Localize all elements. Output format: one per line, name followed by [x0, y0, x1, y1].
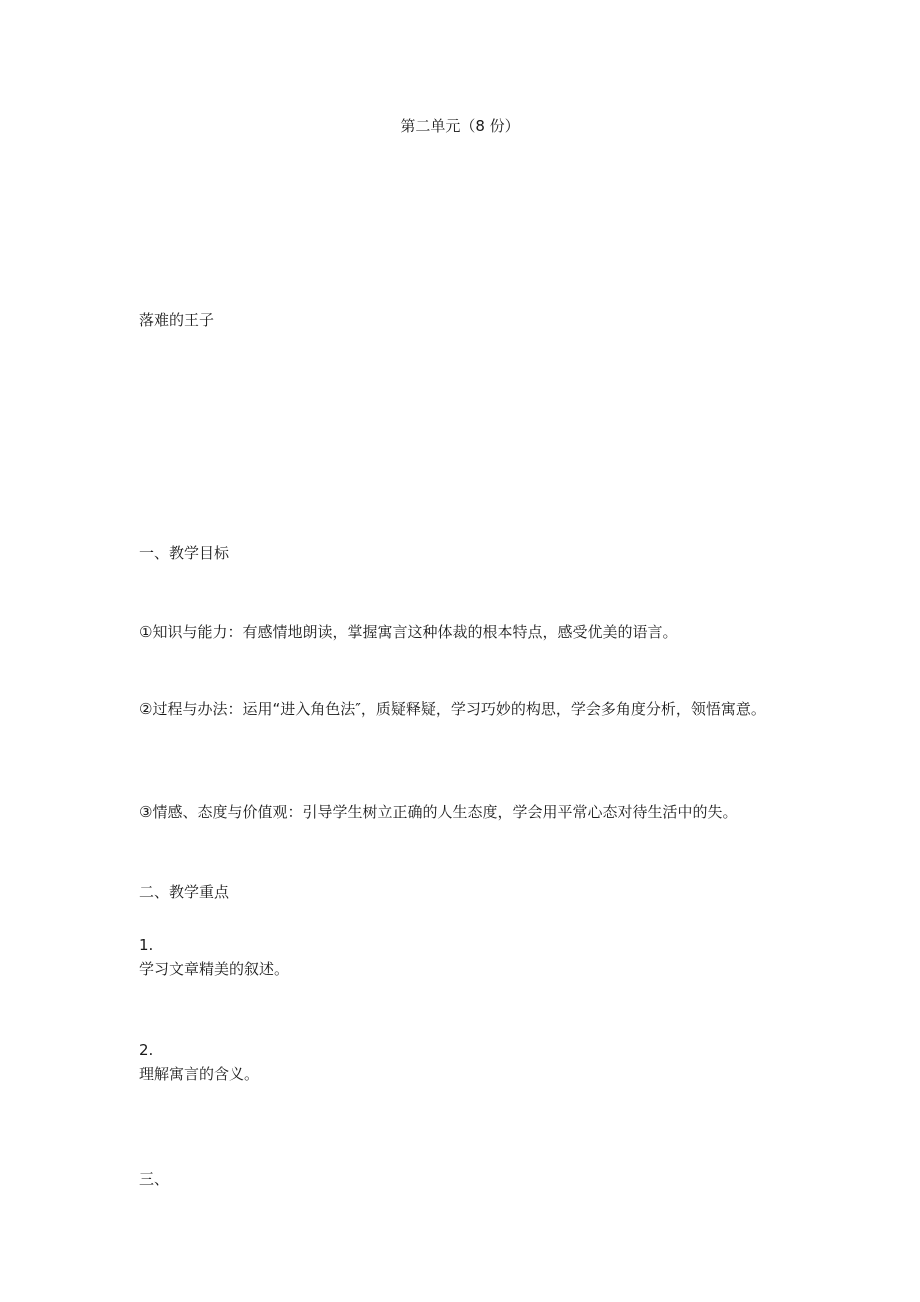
- goal-knowledge: ①知识与能力：有感情地朗读，掌握寓言这种体裁的根本特点，感受优美的语言。: [139, 623, 678, 641]
- section-heading-key-points: 二、教学重点: [139, 883, 230, 901]
- key-point-text: 学习文章精美的叙述。: [139, 960, 290, 978]
- section-heading-three: 三、: [139, 1170, 170, 1188]
- section-heading-teaching-goals: 一、教学目标: [139, 544, 230, 562]
- document-title: 第二单元（8 份）: [400, 117, 520, 135]
- key-point-number: 2.: [139, 1041, 154, 1059]
- lesson-title: 落难的王子: [139, 311, 215, 329]
- goal-process: ②过程与办法：运用“进入角色法″，质疑释疑，学习巧妙的构思，学会多角度分析，领悟寓意。: [139, 700, 766, 718]
- key-point-text: 理解寓言的含义。: [139, 1065, 260, 1083]
- key-point-number: 1.: [139, 936, 154, 954]
- goal-emotion: ③情感、态度与价值观：引导学生树立正确的人生态度，学会用平常心态对待生活中的失。: [139, 803, 738, 821]
